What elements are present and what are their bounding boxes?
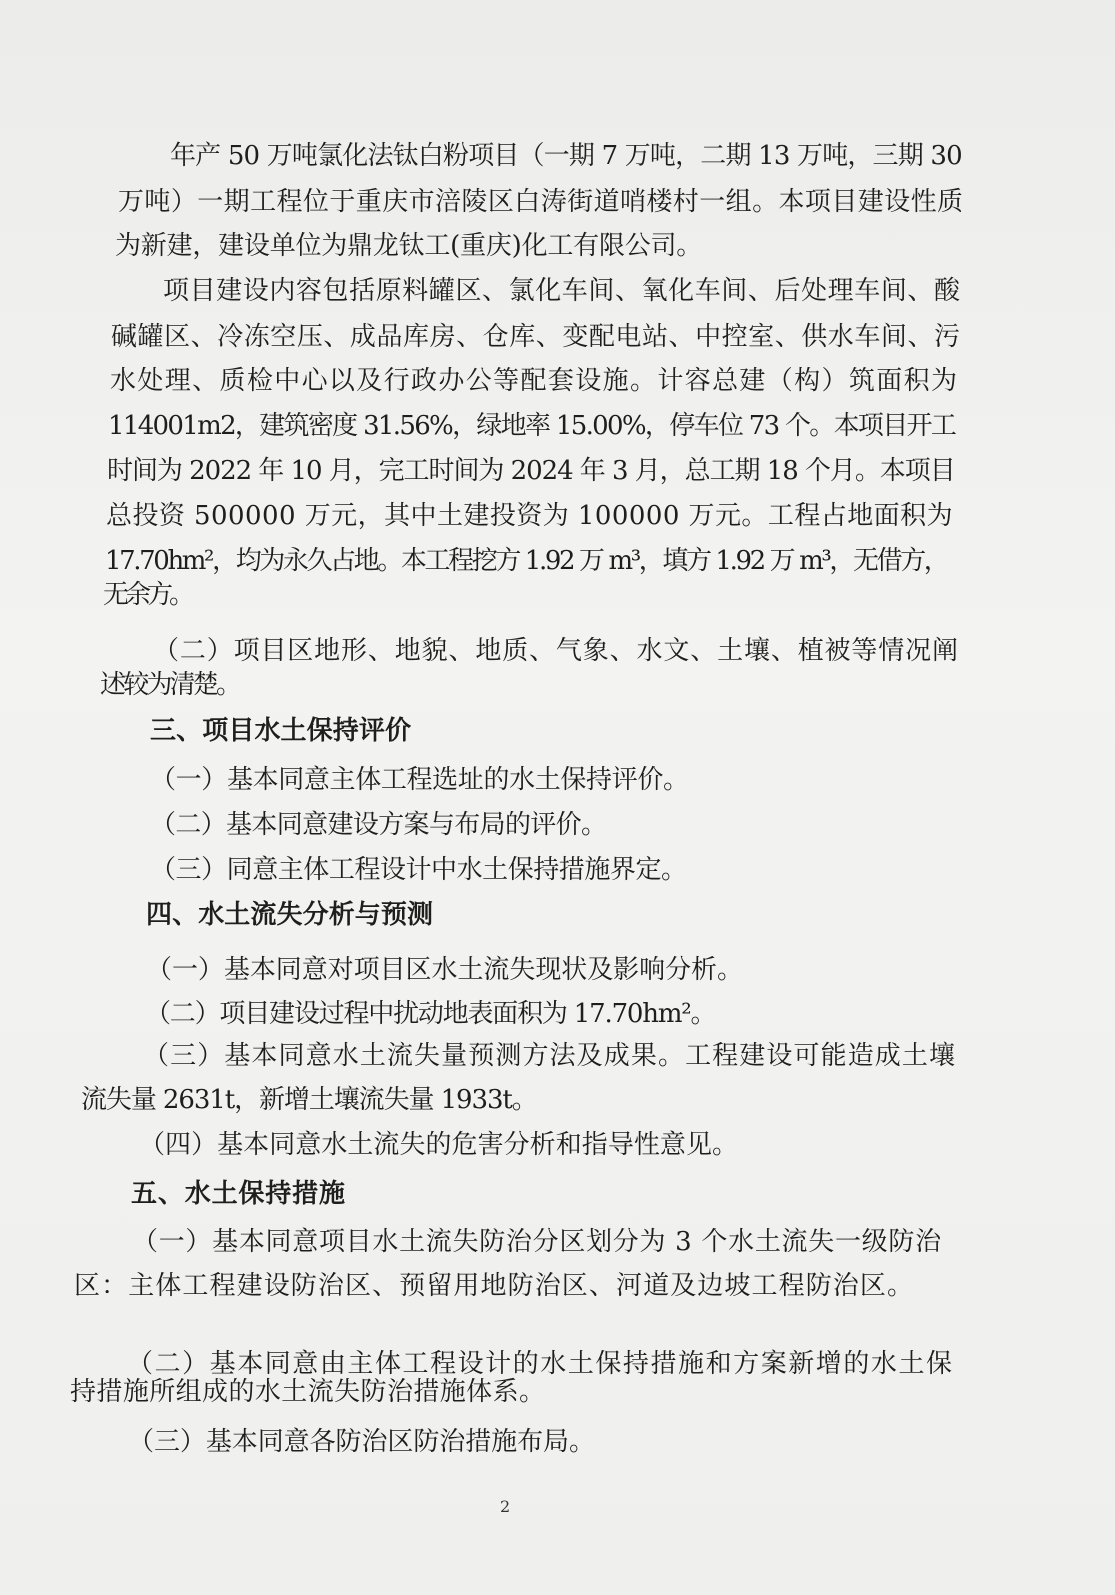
section-heading-5: 五、水土保持措施 — [131, 1179, 346, 1209]
text-line-28: 持措施所组成的水土流失防治措施体系。 — [70, 1377, 546, 1407]
section-heading-3: 三、项目水土保持评价 — [150, 716, 412, 746]
text-line-9: 总投资 500000 万元，其中土建投资为 100000 万元。工程占地面积为 — [106, 501, 954, 531]
text-line-22: 流失量 2631t，新增土壤流失量 1933t。 — [81, 1085, 537, 1115]
text-line-1: 年产 50 万吨氯化法钛白粉项目（一期 7 万吨，二期 13 万吨，三期 30 — [170, 141, 962, 171]
text-line-25: （一）基本同意项目水土流失防治分区划分为 3 个水土流失一级防治 — [132, 1227, 942, 1257]
text-line-7: 114001m2，建筑密度 31.56%，绿地率 15.00%，停车位 73 个。本项目开工 — [108, 411, 956, 441]
text-line-11: 无余方。 — [103, 580, 192, 610]
page-number: 2 — [500, 1497, 511, 1516]
text-line-16: （二）基本同意建设方案与布局的评价。 — [150, 810, 607, 840]
text-line-2: 万吨）一期工程位于重庆市涪陵区白涛街道哨楼村一组。本项目建设性质 — [118, 187, 964, 217]
text-line-23: （四）基本同意水土流失的危害分析和指导性意见。 — [139, 1130, 739, 1160]
text-line-13: 述较为清楚。 — [100, 670, 240, 700]
text-line-12: （二）项目区地形、地貌、地质、气象、水文、土壤、植被等情况阐 — [153, 636, 959, 666]
text-line-21: （三）基本同意水土流失量预测方法及成果。工程建设可能造成土壤 — [143, 1041, 957, 1071]
text-line-29: （三）基本同意各防治区防治措施布局。 — [128, 1427, 595, 1457]
text-line-17: （三）同意主体工程设计中水土保持措施界定。 — [150, 855, 687, 885]
text-line-6: 水处理、质检中心以及行政办公等配套设施。计容总建（构）筑面积为 — [110, 366, 959, 396]
text-line-26: 区：主体工程建设防治区、预留用地防治区、河道及边坡工程防治区。 — [74, 1271, 915, 1301]
text-line-15: （一）基本同意主体工程选址的水土保持评价。 — [150, 765, 689, 795]
section-heading-4: 四、水土流失分析与预测 — [146, 900, 434, 930]
text-line-4: 项目建设内容包括原料罐区、氯化车间、氧化车间、后处理车间、酸 — [163, 276, 961, 306]
text-line-27: （二）基本同意由主体工程设计的水土保持措施和方案新增的水土保 — [127, 1349, 954, 1379]
text-line-20: （二）项目建设过程中扰动地表面积为 17.70hm²。 — [145, 999, 716, 1029]
text-line-3: 为新建，建设单位为鼎龙钛工(重庆)化工有限公司。 — [115, 231, 703, 261]
text-line-5: 碱罐区、冷冻空压、成品库房、仓库、变配电站、中控室、供水车间、污 — [111, 322, 961, 352]
text-line-10: 17.70hm²，均为永久占地。本工程挖方 1.92 万 m³，填方 1.92 万 m³，无借方， — [105, 546, 948, 576]
text-line-8: 时间为 2022 年 10 月，完工时间为 2024 年 3 月，总工期 18 个月。本项目 — [107, 456, 955, 486]
text-line-19: （一）基本同意对项目区水土流失现状及影响分析。 — [146, 955, 743, 985]
